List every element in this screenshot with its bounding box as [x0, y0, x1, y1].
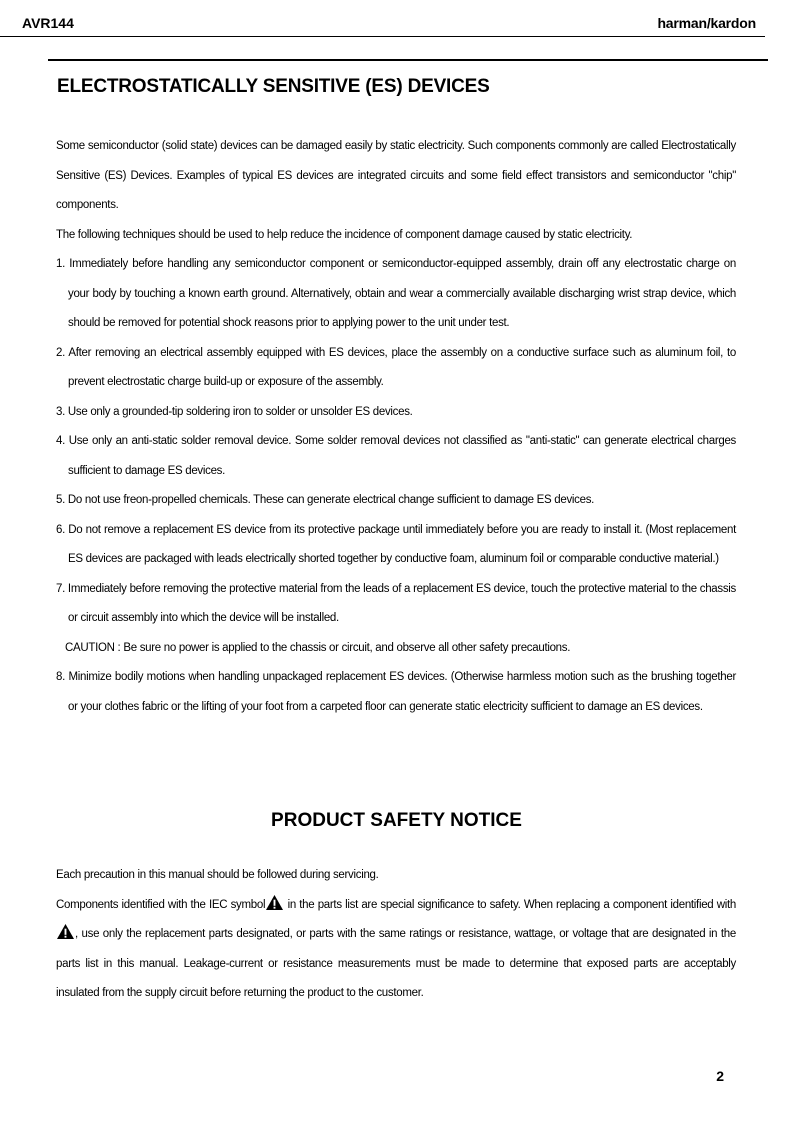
safety-text-part-3: , use only the replacement parts designated, or parts with the same ratings or resistance, wattage, or voltage that are designated in the parts list in this manual. Leakage-current or resistance measurements must be made to determine that exposed parts are acceptably insulated from the supply circuit before returning the product to the customer.	[56, 928, 736, 999]
es-section-body	[56, 132, 736, 722]
es-item-2: 2. After removing an electrical assembly equipped with ES devices, place the assembly on a conductive surface such as aluminum foil, to prevent electrostatic charge build-up or exposure of the assembly.	[56, 346, 736, 388]
safety-section-title: PRODUCT SAFETY NOTICE	[271, 810, 522, 831]
es-lead-paragraph: The following techniques should be used to help reduce the incidence of component damage caused by static electricity.	[56, 228, 633, 241]
page-number: 2	[716, 1068, 724, 1084]
es-item-4: 4. Use only an anti-static solder removal device. Some solder removal devices not classified as "anti-static" can generate electrical charges sufficient to damage ES devices.	[56, 435, 736, 477]
safety-text-part-2: in the parts list are special significance to safety. When replacing a component identified with	[284, 898, 736, 911]
section-divider	[48, 59, 768, 61]
es-item-6: 6. Do not remove a replacement ES device from its protective package until immediately before you are ready to install it. (Most replacement ES devices are packaged with leads electrically shorted together by conductive foam, aluminum foil or comparable conductive material.)	[56, 523, 736, 565]
es-intro-paragraph: Some semiconductor (solid state) devices can be damaged easily by static electricity. Such components commonly are called Electrostatically Sensitive (ES) Devices. Examples of typical ES devices are integrated circuits and some field effect transistors and semiconductor "chip" components.	[56, 140, 736, 211]
safety-text-part-1: Components identified with the IEC symbol	[56, 898, 266, 911]
es-item-1: 1. Immediately before handling any semiconductor component or semiconductor-equipped assembly, drain off any electrostatic charge on your body by touching a known earth ground. Alternatively, obtain and wear a commercially available discharging wrist strap device, which should be removed for potential shock reasons prior to applying power to the unit under test.	[56, 258, 736, 329]
es-section-title: ELECTROSTATICALLY SENSITIVE (ES) DEVICES	[57, 76, 490, 97]
warning-triangle-icon	[265, 894, 284, 911]
caution-note: CAUTION : Be sure no power is applied to the chassis or circuit, and observe all other safety precautions.	[65, 641, 571, 654]
es-item-8: 8. Minimize bodily motions when handling unpackaged replacement ES devices. (Otherwise harmless motion such as the brushing together or your clothes fabric or the lifting of your foot from a carpeted floor can generate static electricity sufficient to damage an ES devices.	[56, 671, 736, 713]
es-item-3: 3. Use only a grounded-tip soldering iron to solder or unsolder ES devices.	[56, 405, 413, 418]
warning-triangle-icon	[56, 923, 75, 940]
safety-section-body	[56, 861, 736, 1009]
es-item-7: 7. Immediately before removing the protective material from the leads of a replacement ES device, touch the protective material to the chassis or circuit assembly into which the device will be installed.	[56, 582, 736, 624]
document-model: AVR144	[22, 15, 74, 31]
brand-name: harman/kardon	[657, 15, 756, 31]
header-divider	[0, 36, 765, 37]
safety-paragraph	[56, 891, 736, 1009]
safety-line-1: Each precaution in this manual should be followed during servicing.	[56, 869, 379, 881]
es-item-5: 5. Do not use freon-propelled chemicals. These can generate electrical change sufficient to damage ES devices.	[56, 494, 595, 506]
